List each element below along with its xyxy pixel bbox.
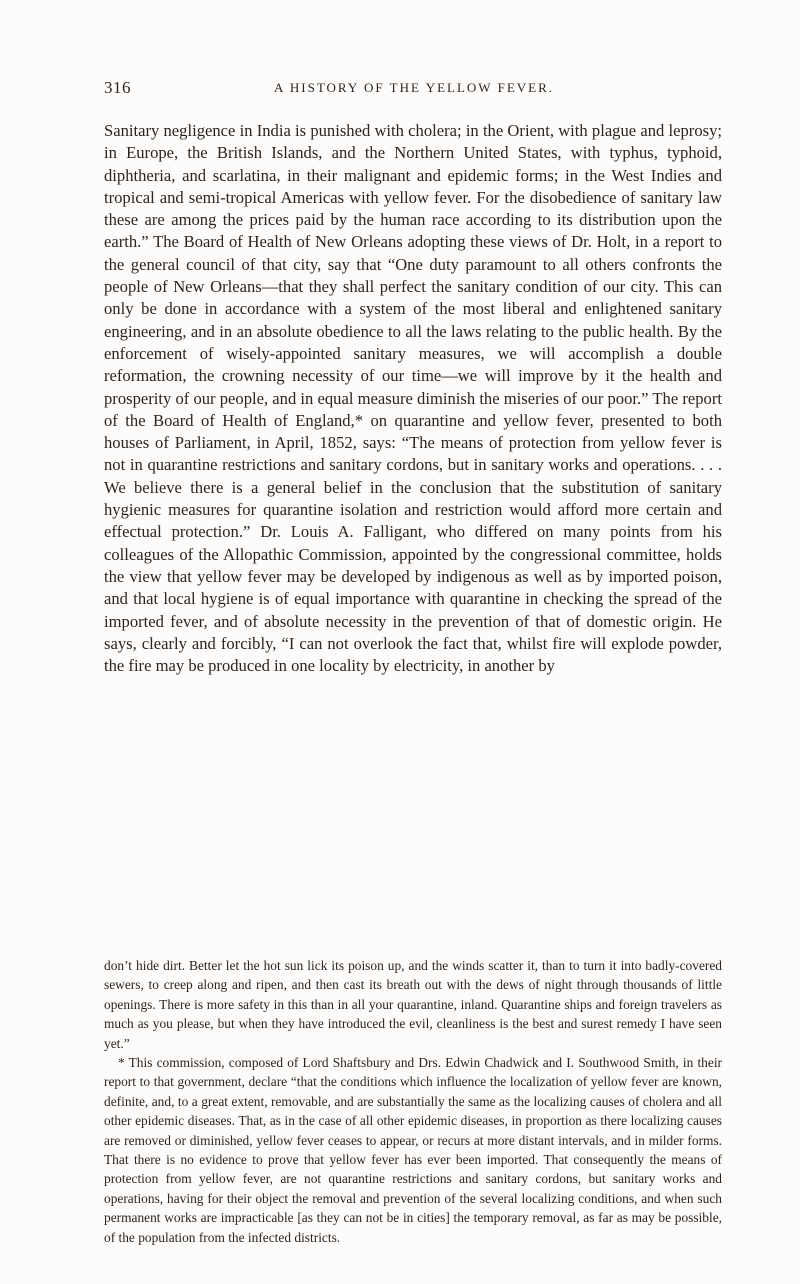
footnote-continuation: don’t hide dirt. Better let the hot sun lick its poison up, and the winds scatter it, than to turn it into badly-covered sewers, to creep along and ripen, and then cast its breath out with the dews of night through thousands of little openings. There is more safety in this than in all your quarantine, inland. Quarantine ships and foreign travelers as much as you please, but when they have introduced the evil, cleanliness is the best and surest remedy I have seen yet.” <box>104 958 722 1051</box>
body-paragraph: Sanitary negligence in India is punished with cholera; in the Orient, with plague and leprosy; in Europe, the British Islands, and the Northern United States, with typhus, typhoid, diphtheria, and scarlatina, in their malignant and epidemic forms; in the West Indies and tropical and semi-tropical Americas with yellow fever. For the disobedience of sanitary law these are among the prices paid by the human race according to its distribution upon the earth.” The Board of Health of New Orleans adopting these views of Dr. Holt, in a report to the general council of that city, say that “One duty paramount to all others confronts the people of New Orleans—that they shall perfect the sanitary condition of our city. This can only be done in accordance with a system of the most liberal and enlightened sanitary engineering, and in an absolute obedience to all the laws relating to the public health. By the enforcement of wisely-appointed sanitary measures, we will accomplish a double reformation, the crowning necessity of our time—we will improve by it the health and prosperity of our people, and in equal measure diminish the miseries of our poor.” The report of the Board of Health of England,* on quarantine and yellow fever, presented to both houses of Parliament, in April, 1852, says: “The means of protection from yellow fever is not in quarantine restrictions and sanitary cordons, but in sanitary works and operations. . . . We believe there is a general belief in the conclusion that the substitution of sanitary hygienic measures for quarantine isolation and restriction would afford more certain and effectual protection.” Dr. Louis A. Falligant, who differed on many points from his colleagues of the Allopathic Commission, appointed by the congressional committee, holds the view that yellow fever may be developed by indigenous as well as by imported poison, and that local hygiene is of equal importance with quarantine in checking the spread of the imported fever, and of absolute necessity in the prevention of that of domestic origin. He says, clearly and forcibly, “I can not overlook the fact that, whilst fire will explode powder, the fire may be produced in one locality by electricity, in another by <box>104 121 722 676</box>
footnotes <box>104 956 722 1247</box>
page-number: 316 <box>104 78 131 97</box>
footnote-commission: * This commission, composed of Lord Shaftsbury and Drs. Edwin Chadwick and I. Southwood Smith, in their report to that government, declare “that the conditions which influence the localization of yellow fever are known, definite, and, to a great extent, removable, and are substantially the same as the localizing causes of cholera and all other epidemic diseases. That, as in the case of all other epidemic diseases, in proportion as there localizing causes are removed or diminished, yellow fever ceases to appear, or recurs at more distant intervals, and in milder forms. That there is no evidence to prove that yellow fever has ever been imported. That consequently the means of protection from yellow fever, are not quarantine restrictions and sanitary cordons, but sanitary works and operations, having for their object the removal and prevention of the several localizing conditions, and when such permanent works are impracticable [as they can not be in cities] the temporary removal, as far as may be possible, of the population from the infected districts. <box>104 1055 722 1245</box>
running-title: A HISTORY OF THE YELLOW FEVER. <box>273 80 555 95</box>
running-head <box>104 78 724 102</box>
